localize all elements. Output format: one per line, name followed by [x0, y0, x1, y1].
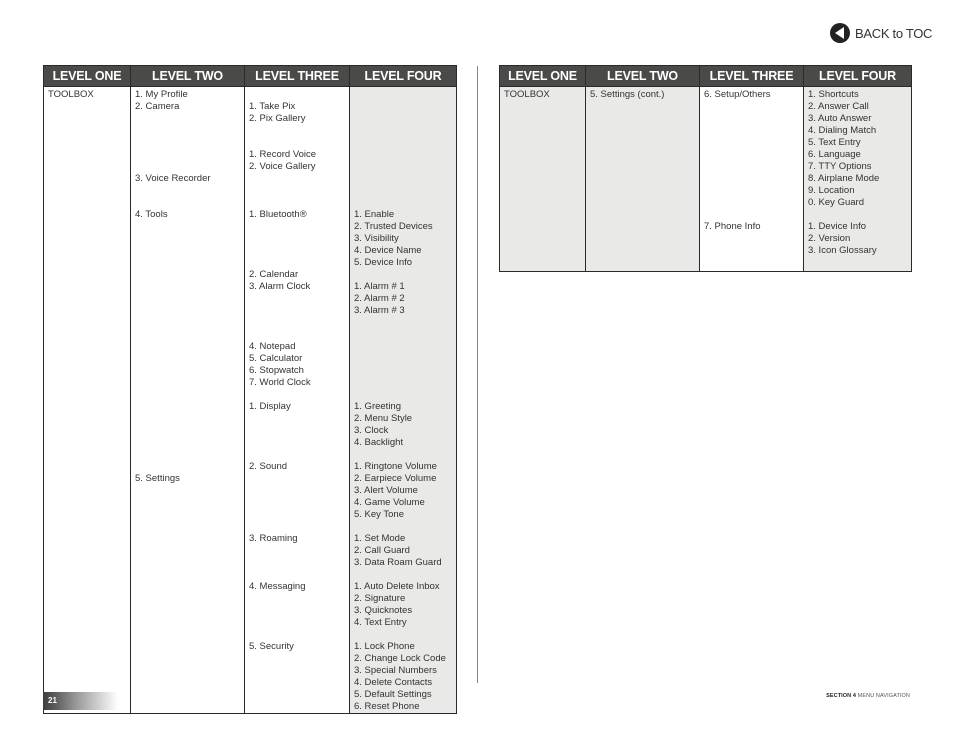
menu-entry — [704, 173, 799, 185]
menu-entry — [249, 197, 345, 209]
menu-entry — [354, 125, 452, 137]
menu-entry — [135, 365, 240, 377]
menu-entry: 1. Set Mode — [354, 533, 406, 544]
menu-entry — [135, 149, 240, 161]
header-level-two: LEVEL TWO — [586, 66, 700, 87]
menu-entry: 1. Enable — [354, 209, 395, 220]
menu-entry: 0. Key Guard — [808, 197, 864, 208]
menu-entry — [249, 89, 345, 101]
menu-entry — [249, 221, 345, 233]
menu-entry: 2. Earpiece Volume — [354, 473, 437, 484]
menu-entry: 1. Lock Phone — [354, 641, 415, 652]
menu-entry: 8. Airplane Mode — [808, 173, 880, 184]
menu-entry: 4. Text Entry — [354, 617, 407, 628]
header-level-one: LEVEL ONE — [44, 66, 131, 87]
menu-entry — [354, 149, 452, 161]
menu-entry: 5. Calculator — [249, 353, 303, 364]
back-to-toc-label: BACK to TOC — [855, 25, 933, 41]
menu-entry: 5. Settings — [135, 473, 180, 484]
menu-entry: 3. Roaming — [249, 533, 298, 544]
menu-entry: 7. TTY Options — [808, 161, 872, 172]
menu-entry: 5. Device Info — [354, 257, 413, 268]
header-level-four: LEVEL FOUR — [350, 66, 457, 87]
menu-entry: 6. Reset Phone — [354, 701, 420, 712]
menu-entry: 5. Security — [249, 641, 294, 652]
column-level-two — [586, 87, 700, 272]
menu-entry: 1. Record Voice — [249, 149, 317, 160]
menu-entry: 2. Call Guard — [354, 545, 410, 556]
menu-entry — [354, 329, 452, 341]
menu-entry: 5. Key Tone — [354, 509, 405, 520]
menu-entry — [249, 329, 345, 341]
menu-entry — [354, 365, 452, 377]
menu-entry: 2. Version — [808, 233, 851, 244]
menu-entry — [135, 341, 240, 353]
menu-entry — [249, 245, 345, 257]
menu-entry — [354, 521, 452, 533]
menu-entry: 2. Change Lock Code — [354, 653, 446, 664]
menu-entry: 2. Camera — [135, 101, 180, 112]
menu-entry — [135, 185, 240, 197]
menu-entry — [135, 461, 240, 473]
menu-entry: 2. Sound — [249, 461, 288, 472]
menu-table-right — [499, 65, 912, 272]
menu-entry — [249, 389, 345, 401]
menu-entry — [249, 305, 345, 317]
menu-entry — [249, 173, 345, 185]
menu-entry: 3. Quicknotes — [354, 605, 413, 616]
menu-entry — [354, 377, 452, 389]
menu-entry: 4. Messaging — [249, 581, 306, 592]
column-level-three — [700, 87, 804, 272]
menu-entry: TOOLBOX — [48, 89, 94, 100]
menu-entry: 5. Settings (cont.) — [590, 89, 665, 100]
menu-entry: 1. Greeting — [354, 401, 401, 412]
menu-entry — [704, 149, 799, 161]
column-level-one — [500, 87, 586, 272]
menu-table-left — [43, 65, 457, 714]
menu-entry — [354, 629, 452, 641]
menu-entry: 6. Language — [808, 149, 861, 160]
header-level-four: LEVEL FOUR — [804, 66, 912, 87]
menu-entry: 4. Tools — [135, 209, 168, 220]
menu-entry — [354, 137, 452, 149]
menu-entry: 3. Special Numbers — [354, 665, 437, 676]
menu-entry: 4. Game Volume — [354, 497, 425, 508]
menu-entry — [135, 269, 240, 281]
header-level-two: LEVEL TWO — [131, 66, 245, 87]
menu-entry — [249, 257, 345, 269]
menu-entry: 2. Menu Style — [354, 413, 413, 424]
menu-entry — [704, 209, 799, 221]
menu-entry: 4. Dialing Match — [808, 125, 877, 136]
menu-entry: 2. Trusted Devices — [354, 221, 433, 232]
section-name: MENU NAVIGATION — [857, 693, 910, 699]
menu-entry: 3. Auto Answer — [808, 113, 872, 124]
menu-entry — [135, 257, 240, 269]
menu-entry — [135, 281, 240, 293]
header-level-three: LEVEL THREE — [245, 66, 350, 87]
menu-entry — [249, 425, 345, 437]
menu-entry — [354, 173, 452, 185]
menu-entry — [135, 233, 240, 245]
menu-entry — [135, 161, 240, 173]
column-level-four — [350, 87, 457, 714]
menu-entry — [249, 293, 345, 305]
menu-entry: 4. Notepad — [249, 341, 296, 352]
page-number: 21 — [48, 696, 57, 705]
menu-entry — [354, 89, 452, 101]
menu-entry — [704, 113, 799, 125]
menu-entry: 7. Phone Info — [704, 221, 761, 232]
menu-entry — [135, 305, 240, 317]
section-footer — [826, 693, 910, 699]
menu-entry — [135, 449, 240, 461]
menu-entry — [135, 389, 240, 401]
menu-entry: 2. Alarm # 2 — [354, 293, 405, 304]
menu-entry — [249, 497, 345, 509]
menu-entry: 7. World Clock — [249, 377, 311, 388]
menu-entry — [354, 185, 452, 197]
menu-entry — [249, 521, 345, 533]
menu-entry: 2. Voice Gallery — [249, 161, 316, 172]
menu-entry: 2. Answer Call — [808, 101, 869, 112]
header-level-three: LEVEL THREE — [700, 66, 804, 87]
menu-entry: 3. Visibility — [354, 233, 399, 244]
page-divider — [477, 66, 478, 683]
menu-entry — [249, 485, 345, 497]
menu-entry — [704, 137, 799, 149]
menu-entry: 1. Auto Delete Inbox — [354, 581, 440, 592]
menu-entry — [354, 341, 452, 353]
column-level-one — [44, 87, 131, 714]
menu-entry — [249, 593, 345, 605]
menu-entry — [704, 161, 799, 173]
menu-entry — [249, 473, 345, 485]
back-arrow-icon — [829, 22, 851, 44]
menu-entry — [135, 413, 240, 425]
menu-entry — [704, 185, 799, 197]
menu-entry — [135, 329, 240, 341]
menu-entry: 2. Signature — [354, 593, 406, 604]
menu-entry — [135, 137, 240, 149]
menu-entry — [135, 425, 240, 437]
menu-entry: 5. Default Settings — [354, 689, 432, 700]
menu-entry — [249, 569, 345, 581]
menu-entry — [249, 605, 345, 617]
menu-entry: 6. Stopwatch — [249, 365, 304, 376]
menu-entry: 1. Alarm # 1 — [354, 281, 405, 292]
menu-entry — [704, 197, 799, 209]
menu-entry: 1. Device Info — [808, 221, 867, 232]
menu-entry — [354, 269, 452, 281]
menu-entry — [249, 545, 345, 557]
menu-entry — [249, 509, 345, 521]
menu-entry: 1. Bluetooth® — [249, 209, 307, 220]
menu-entry: 3. Alert Volume — [354, 485, 418, 496]
menu-entry — [135, 353, 240, 365]
menu-entry — [135, 113, 240, 125]
menu-entry — [249, 629, 345, 641]
menu-entry — [249, 437, 345, 449]
menu-entry: TOOLBOX — [504, 89, 550, 100]
menu-entry — [135, 125, 240, 137]
menu-entry — [354, 449, 452, 461]
back-to-toc-button[interactable] — [829, 21, 932, 45]
menu-entry: 3. Clock — [354, 425, 389, 436]
menu-entry: 9. Location — [808, 185, 855, 196]
menu-entry: 2. Calendar — [249, 269, 299, 280]
menu-entry — [135, 437, 240, 449]
menu-entry: 1. Take Pix — [249, 101, 296, 112]
menu-entry — [354, 161, 452, 173]
menu-entry: 3. Voice Recorder — [135, 173, 211, 184]
menu-entry — [249, 617, 345, 629]
menu-entry — [249, 449, 345, 461]
menu-entry — [354, 353, 452, 365]
menu-entry: 4. Delete Contacts — [354, 677, 433, 688]
menu-entry — [135, 317, 240, 329]
menu-entry — [354, 389, 452, 401]
section-label: SECTION 4 — [826, 693, 857, 699]
menu-entry — [249, 185, 345, 197]
menu-entry — [249, 137, 345, 149]
menu-entry: 4. Device Name — [354, 245, 422, 256]
menu-entry: 3. Alarm # 3 — [354, 305, 405, 316]
menu-entry — [135, 221, 240, 233]
menu-entry: 6. Setup/Others — [704, 89, 771, 100]
menu-entry: 3. Data Roam Guard — [354, 557, 442, 568]
page-number-tab — [43, 692, 118, 710]
menu-entry: 2. Pix Gallery — [249, 113, 306, 124]
header-level-one: LEVEL ONE — [500, 66, 586, 87]
column-level-three — [245, 87, 350, 714]
menu-entry — [135, 401, 240, 413]
menu-entry — [135, 377, 240, 389]
menu-entry — [354, 569, 452, 581]
menu-entry — [135, 197, 240, 209]
menu-entry: 1. My Profile — [135, 89, 188, 100]
menu-entry: 1. Display — [249, 401, 291, 412]
menu-entry — [354, 101, 452, 113]
menu-entry: 5. Text Entry — [808, 137, 861, 148]
menu-entry: 3. Icon Glossary — [808, 245, 877, 256]
menu-entry — [354, 197, 452, 209]
menu-entry — [704, 101, 799, 113]
menu-entry — [249, 413, 345, 425]
column-level-two — [131, 87, 245, 714]
menu-entry — [135, 293, 240, 305]
menu-entry — [249, 233, 345, 245]
menu-entry — [249, 125, 345, 137]
menu-entry — [135, 245, 240, 257]
menu-entry — [704, 125, 799, 137]
menu-entry: 3. Alarm Clock — [249, 281, 311, 292]
menu-entry — [354, 113, 452, 125]
menu-entry: 4. Backlight — [354, 437, 404, 448]
menu-entry — [249, 557, 345, 569]
menu-entry: 1. Ringtone Volume — [354, 461, 437, 472]
column-level-four — [804, 87, 912, 272]
menu-entry — [808, 209, 907, 221]
menu-entry: 1. Shortcuts — [808, 89, 859, 100]
menu-entry — [354, 317, 452, 329]
menu-entry — [249, 317, 345, 329]
